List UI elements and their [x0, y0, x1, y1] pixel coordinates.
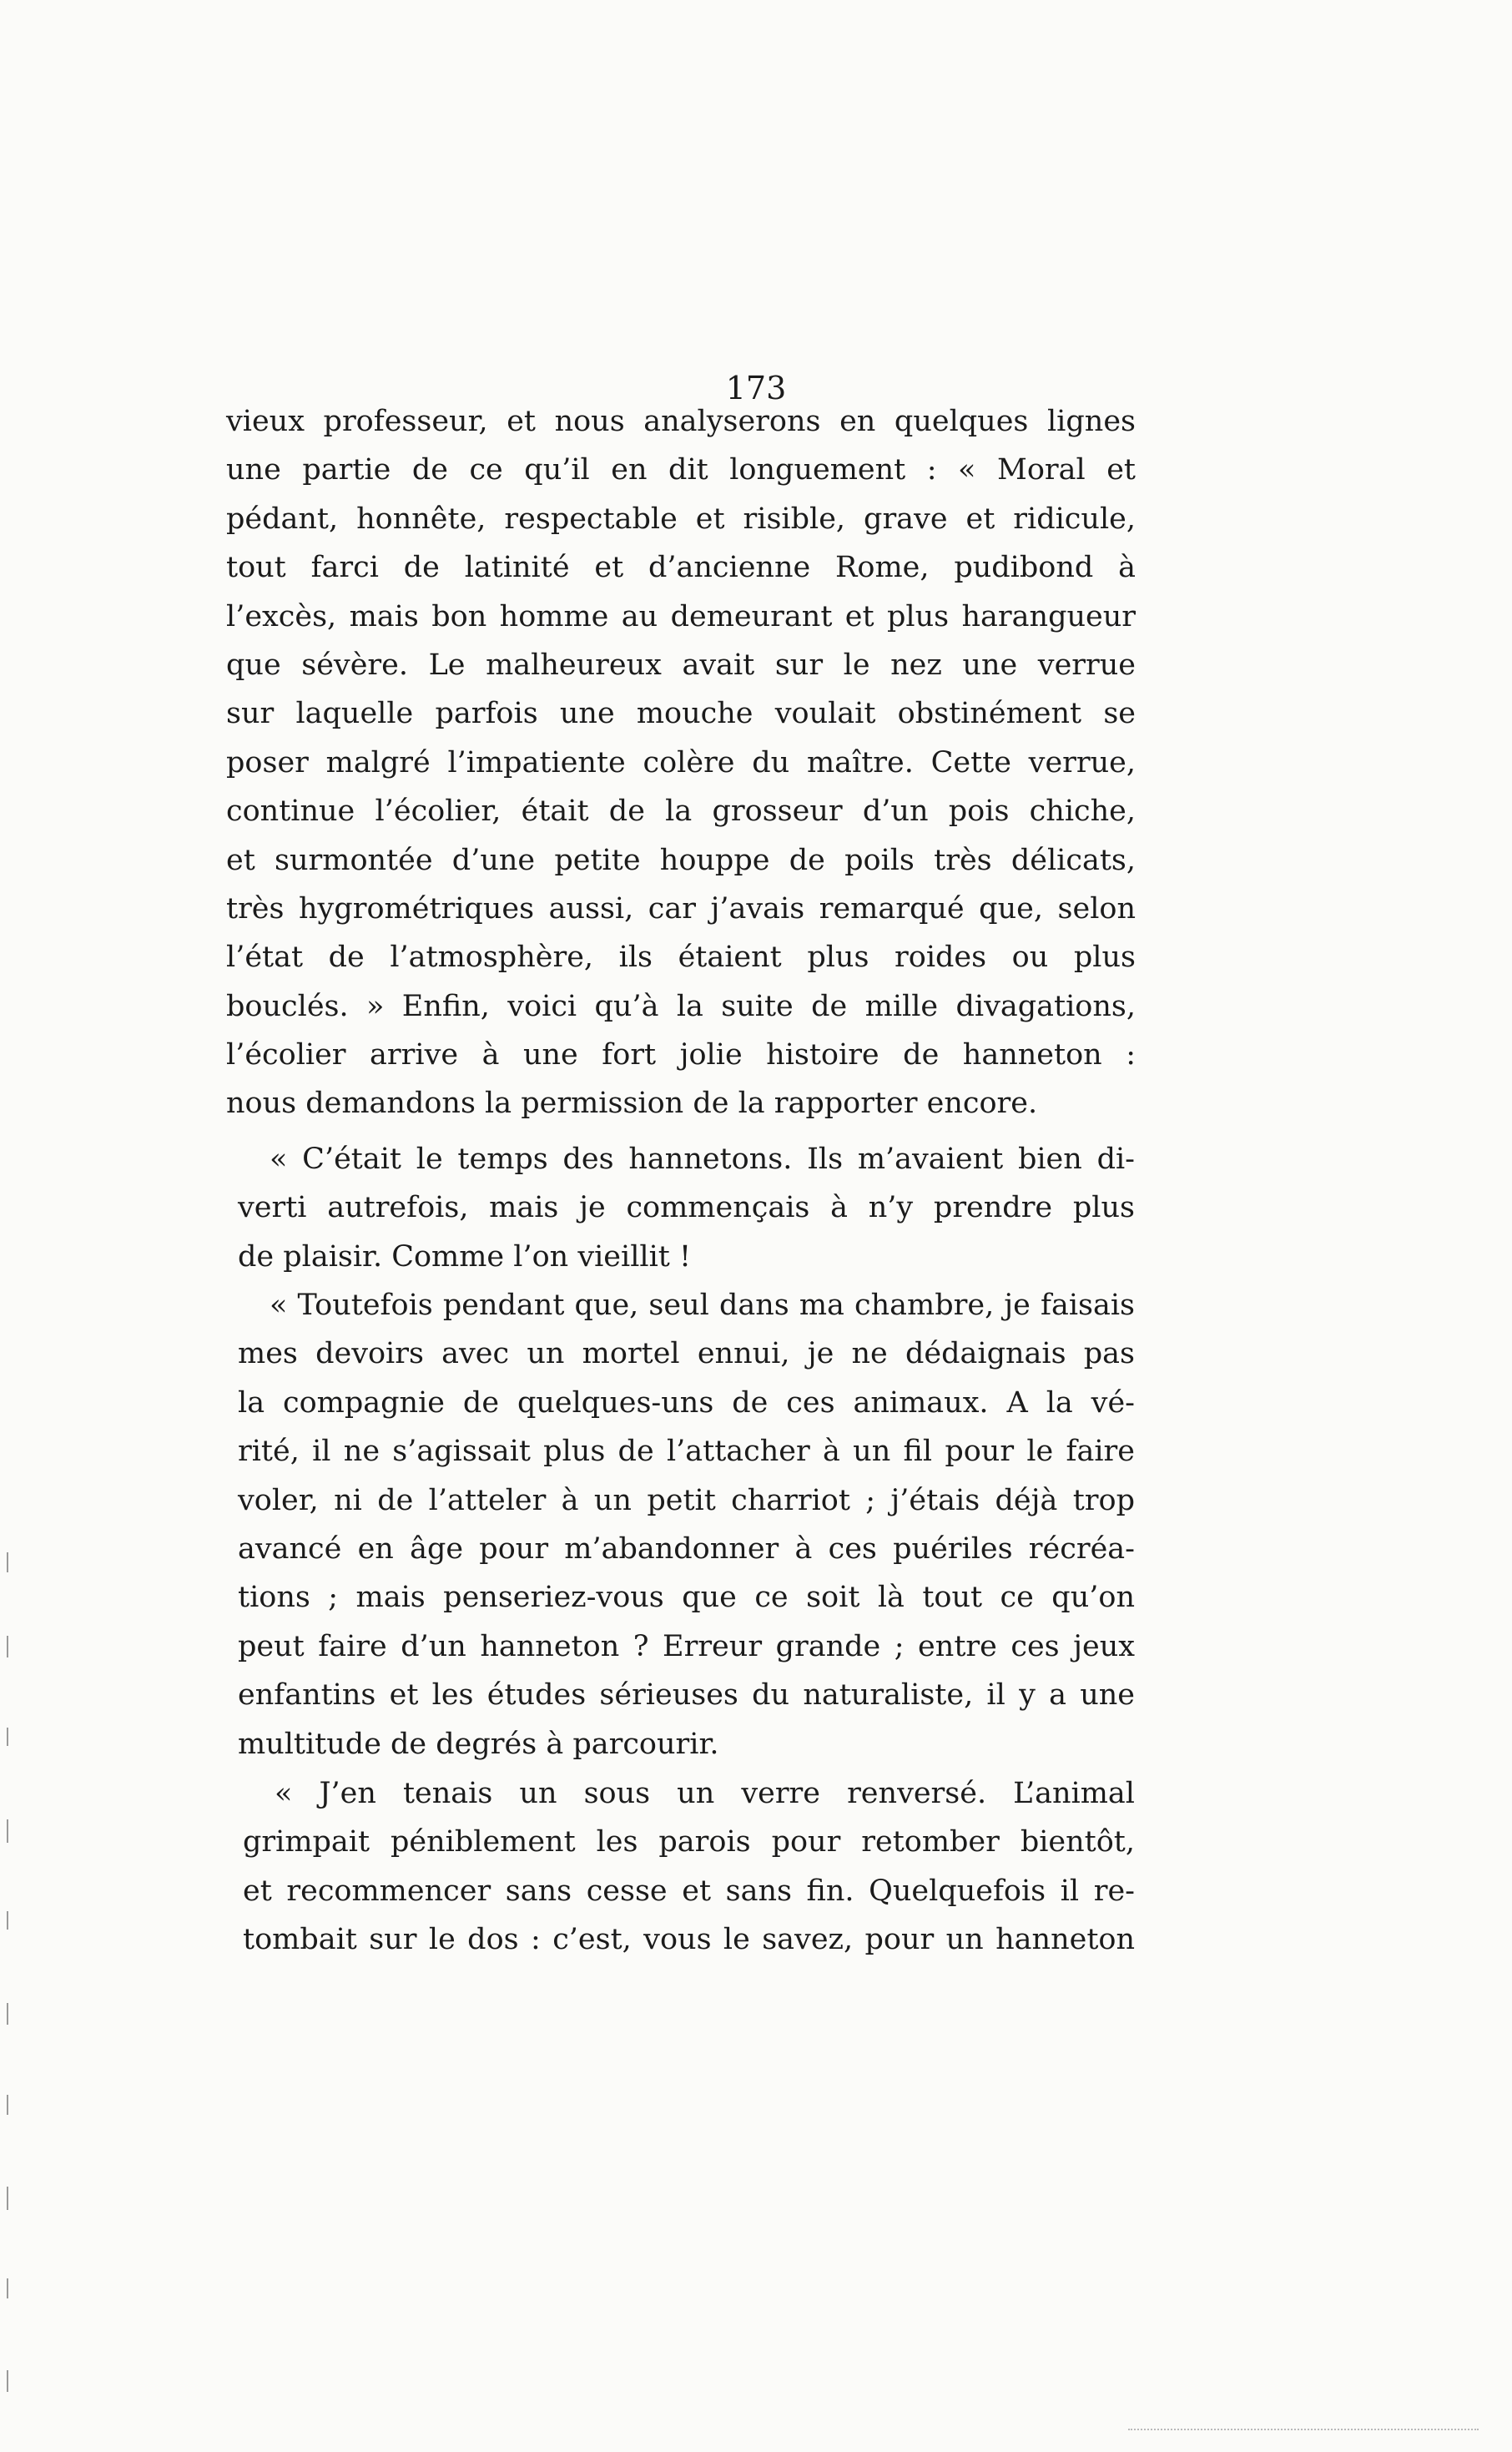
- text-line: peut faire d’un hanneton ? Erreur grande ; entre ces jeux: [238, 1629, 1135, 1663]
- text-line: continue l’écolier, était de la grosseur d’un pois chiche,: [226, 795, 1136, 829]
- text-line: l’écolier arrive à une fort jolie histoire de hanneton :: [226, 1038, 1136, 1072]
- text-line: avancé en âge pour m’abandonner à ces puériles récréa-: [238, 1531, 1135, 1566]
- text-line: « Toutefois pendant que, seul dans ma chambre, je faisais: [270, 1289, 1135, 1322]
- scan-noise: [1128, 2429, 1479, 2432]
- paragraph-3: [238, 1281, 1135, 1768]
- paragraph-2: [238, 1135, 1135, 1281]
- text-line: sur laquelle parfois une mouche voulait obstinément se: [226, 697, 1136, 731]
- text-line: tions ; mais penseriez-vous que ce soit là tout ce qu’on: [238, 1581, 1135, 1615]
- text-line: pédant, honnête, respectable et risible, grave et ridicule,: [226, 502, 1136, 536]
- text-line: enfantins et les études sérieuses du naturaliste, il y a une: [238, 1678, 1135, 1713]
- scan-margin-mark: [7, 1552, 8, 1572]
- text-line: et recommencer sans cesse et sans fin. Quelquefois il re-: [243, 1874, 1135, 1908]
- text-line: poser malgré l’impatiente colère du maître. Cette verrue,: [226, 745, 1136, 779]
- text-line: nous demandons la permission de la rapporter encore.: [226, 1087, 1038, 1121]
- scan-margin-mark: [7, 2187, 8, 2210]
- text-line: une partie de ce qu’il en dit longuement : « Moral et: [226, 453, 1136, 487]
- text-line: tout farci de latinité et d’ancienne Rome, pudibond à: [226, 551, 1136, 585]
- text-line: la compagnie de quelques-uns de ces animaux. A la vé-: [238, 1385, 1135, 1420]
- text-line: bouclés. » Enfin, voici qu’à la suite de mille divagations,: [226, 989, 1136, 1023]
- page-number: 173: [725, 370, 787, 406]
- scan-margin-mark: [7, 2370, 8, 2392]
- text-line: verti autrefois, mais je commençais à n’y prendre plus: [238, 1191, 1135, 1225]
- text-line: l’état de l’atmosphère, ils étaient plus roides ou plus: [226, 941, 1136, 975]
- scan-margin-mark: [7, 1636, 8, 1657]
- text-line: « J’en tenais un sous un verre renversé. L’animal: [275, 1777, 1135, 1810]
- scan-margin-mark: [7, 1911, 8, 1930]
- text-line: l’excès, mais bon homme au demeurant et plus harangueur: [226, 599, 1136, 633]
- text-line: vieux professeur, et nous analyserons en quelques lignes: [226, 405, 1136, 438]
- text-line: « C’était le temps des hannetons. Ils m’avaient bien di-: [270, 1143, 1135, 1176]
- text-line: mes devoirs avec un mortel ennui, je ne dédaignais pas: [238, 1337, 1135, 1371]
- text-line: et surmontée d’une petite houppe de poils très délicats,: [226, 843, 1136, 877]
- text-line: de plaisir. Comme l’on vieillit !: [238, 1239, 692, 1274]
- scan-margin-mark: [7, 2278, 8, 2298]
- scan-margin-mark: [7, 2095, 8, 2115]
- text-line: voler, ni de l’atteler à un petit charriot ; j’étais déjà trop: [238, 1483, 1135, 1517]
- paragraph-1: [226, 397, 1136, 1128]
- text-line: tombait sur le dos : c’est, vous le savez, pour un hanneton: [243, 1923, 1135, 1957]
- scan-margin-mark: [7, 1728, 8, 1746]
- paragraph-4: [243, 1769, 1135, 1965]
- text-line: que sévère. Le malheureux avait sur le nez une verrue: [226, 648, 1136, 682]
- text-line: grimpait péniblement les parois pour retomber bientôt,: [243, 1825, 1135, 1859]
- text-line: rité, il ne s’agissait plus de l’attacher à un fil pour le faire: [238, 1435, 1135, 1469]
- text-line: très hygrométriques aussi, car j’avais remarqué que, selon: [226, 891, 1136, 926]
- scan-margin-mark: [7, 1819, 8, 1843]
- scan-margin-mark: [7, 2003, 8, 2025]
- text-line: multitude de degrés à parcourir.: [238, 1727, 719, 1761]
